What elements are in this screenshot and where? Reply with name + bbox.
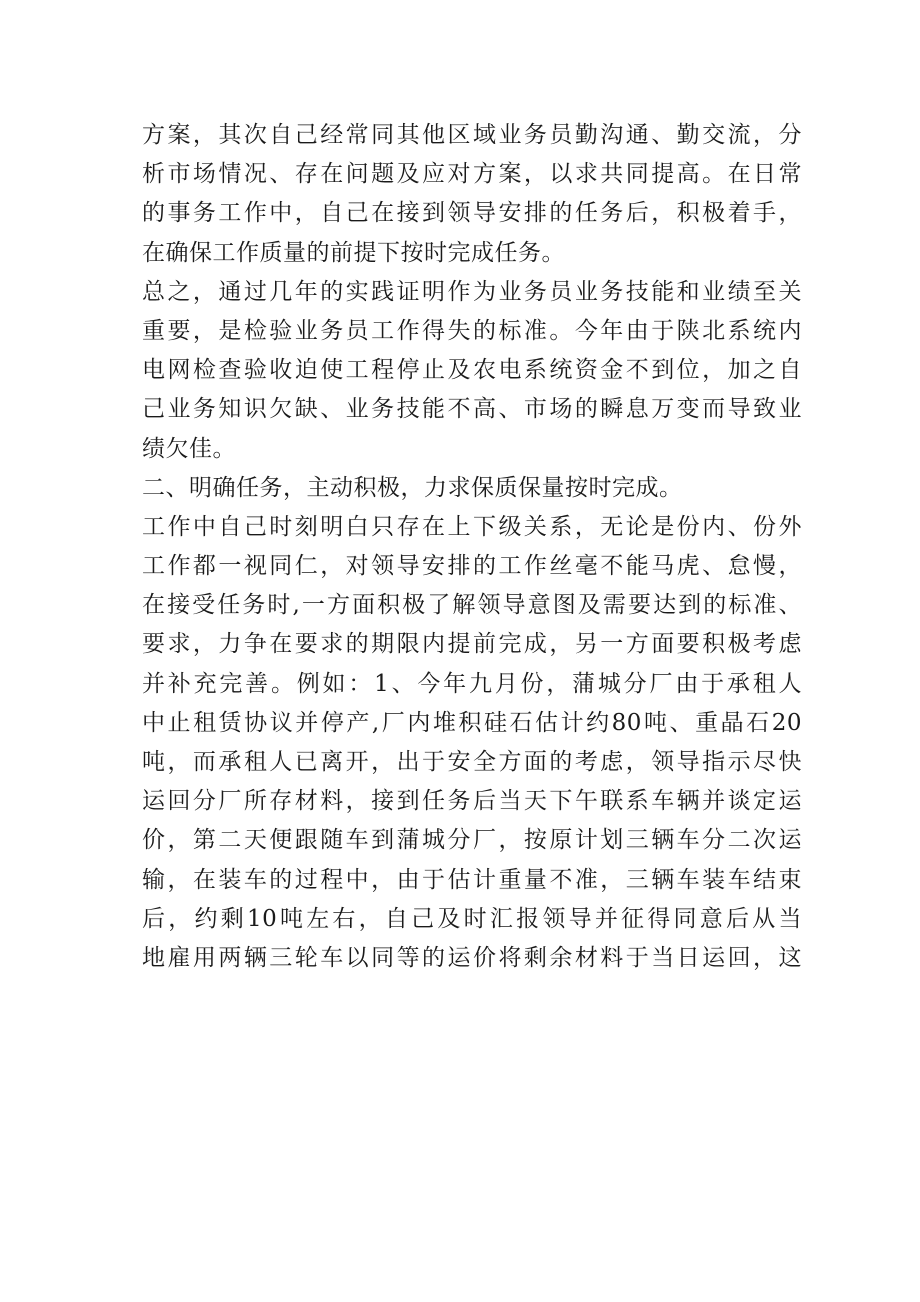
text-line: 总之，通过几年的实践证明作为业务员业务技能和业绩至关 bbox=[142, 278, 802, 305]
text-line: 绩欠佳。 bbox=[142, 435, 236, 462]
text-line: 析市场情况、存在问题及应对方案，以求共同提高。在日常 bbox=[142, 161, 802, 188]
document-body bbox=[142, 116, 802, 978]
heading-line: 二、明确任务，主动积极，力求保质保量按时完成。 bbox=[142, 474, 683, 501]
text-line: 电网检查验收迫使工程停止及农电系统资金不到位，加之自 bbox=[142, 357, 802, 384]
paragraph bbox=[142, 116, 802, 273]
text-line: 中止租赁协议并停产,厂内堆积硅石估计约80吨、重晶石20 bbox=[142, 709, 802, 736]
text-line: 价，第二天便跟随车到蒲城分厂，按原计划三辆车分二次运 bbox=[142, 827, 802, 854]
text-line: 吨，而承租人已离开，出于安全方面的考虑，领导指示尽快 bbox=[142, 749, 802, 775]
text-line: 工作中自己时刻明白只存在上下级关系，无论是份内、份外 bbox=[142, 513, 802, 540]
text-line: 并补充完善。例如：1、今年九月份，蒲城分厂由于承租人 bbox=[142, 670, 802, 697]
text-line: 在接受任务时,一方面积极了解领导意图及需要达到的标准、 bbox=[142, 592, 802, 619]
section-heading bbox=[142, 469, 802, 508]
text-line: 地雇用两辆三轮车以同等的运价将剩余材料于当日运回，这 bbox=[142, 944, 802, 971]
text-line: 运回分厂所存材料，接到任务后当天下午联系车辆并谈定运 bbox=[142, 788, 802, 815]
text-line: 输，在装车的过程中，由于估计重量不准，三辆车装车结束 bbox=[142, 866, 802, 893]
text-line: 在确保工作质量的前提下按时完成任务。 bbox=[142, 239, 565, 266]
text-line: 重要，是检验业务员工作得失的标准。今年由于陕北系统内 bbox=[142, 317, 802, 344]
text-line: 方案，其次自己经常同其他区域业务员勤沟通、勤交流，分 bbox=[142, 122, 802, 148]
text-line: 后，约剩10吨左右，自己及时汇报领导并征得同意后从当 bbox=[142, 905, 802, 932]
text-line: 的事务工作中，自己在接到领导安排的任务后，积极着手， bbox=[142, 200, 802, 227]
text-line: 己业务知识欠缺、业务技能不高、市场的瞬息万变而导致业 bbox=[142, 396, 802, 423]
text-line: 要求，力争在要求的期限内提前完成，另一方面要积极考虑 bbox=[142, 631, 802, 658]
text-line: 工作都一视同仁，对领导安排的工作丝毫不能马虎、怠慢， bbox=[142, 553, 802, 580]
paragraph bbox=[142, 508, 802, 978]
paragraph bbox=[142, 273, 802, 469]
